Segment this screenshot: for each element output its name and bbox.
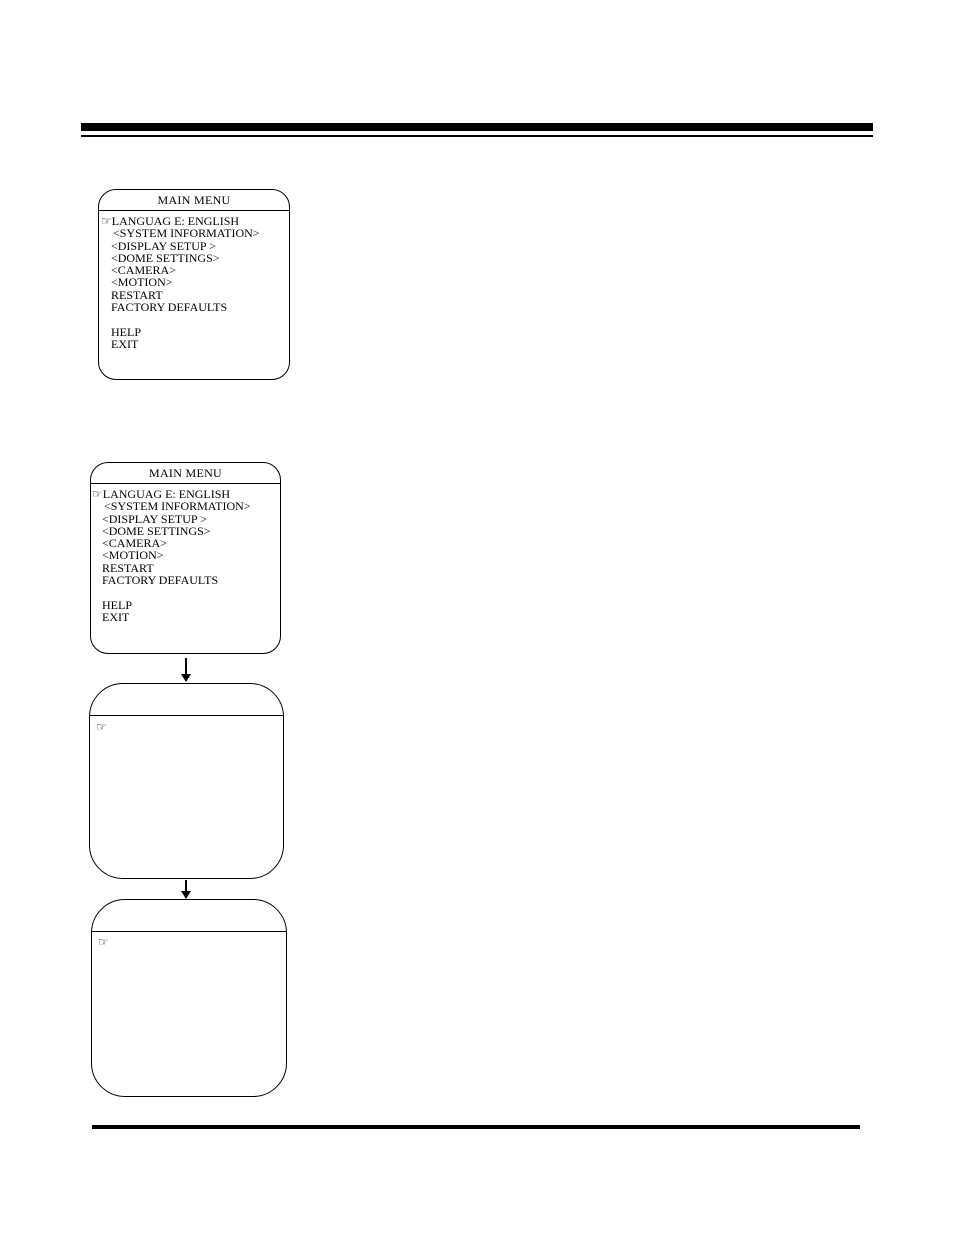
menu-item-system-information[interactable]: <SYSTEM INFORMATION>	[104, 499, 251, 514]
submenu-title-divider	[92, 931, 286, 932]
flow-arrow-2	[185, 880, 187, 893]
hand-pointer-icon: ☞	[96, 720, 107, 734]
menu-spacer	[92, 586, 251, 598]
submenu-title-divider	[90, 715, 283, 716]
menu-item-camera[interactable]: <CAMERA>	[102, 536, 167, 551]
menu-item-factory-defaults[interactable]: FACTORY DEFAULTS	[102, 573, 219, 588]
menu-item-exit[interactable]: EXIT	[111, 336, 139, 351]
menu-item-language[interactable]: LANGUAG E: ENGLISH	[102, 487, 231, 501]
main-menu-list	[92, 488, 251, 623]
menu-title-divider	[99, 210, 289, 211]
flow-arrow-1	[185, 658, 187, 676]
main-menu-box-1	[98, 189, 290, 380]
main-menu-title: MAIN MENU	[157, 193, 231, 207]
menu-item-system-information[interactable]: <SYSTEM INFORMATION>	[113, 226, 260, 241]
menu-item-display-setup[interactable]: <DISPLAY SETUP >	[111, 238, 216, 253]
menu-item-restart[interactable]: RESTART	[111, 287, 163, 302]
hand-pointer-icon: ☞	[92, 487, 103, 501]
main-menu-title: MAIN MENU	[148, 466, 223, 480]
menu-item-help[interactable]: HELP	[102, 597, 132, 612]
hand-pointer-icon: ☞	[98, 935, 109, 949]
menu-title-divider	[91, 483, 280, 484]
menu-item-language[interactable]: LANGUAG E: ENGLISH	[111, 214, 240, 228]
hand-pointer-icon: ☞	[101, 214, 112, 228]
submenu-box-a	[89, 683, 284, 879]
menu-spacer	[101, 313, 260, 325]
main-menu-box-2	[90, 462, 281, 654]
menu-item-exit[interactable]: EXIT	[102, 609, 130, 624]
menu-item-dome-settings[interactable]: <DOME SETTINGS>	[102, 523, 211, 538]
menu-item-dome-settings[interactable]: <DOME SETTINGS>	[111, 250, 220, 265]
menu-item-motion[interactable]: <MOTION>	[111, 275, 173, 290]
menu-item-restart[interactable]: RESTART	[102, 560, 154, 575]
menu-item-factory-defaults[interactable]: FACTORY DEFAULTS	[111, 300, 228, 315]
menu-item-display-setup[interactable]: <DISPLAY SETUP >	[102, 511, 207, 526]
menu-item-camera[interactable]: <CAMERA>	[111, 263, 176, 278]
main-menu-list	[101, 215, 260, 350]
menu-item-motion[interactable]: <MOTION>	[102, 548, 164, 563]
footer-rule	[92, 1125, 860, 1129]
submenu-box-b	[91, 899, 287, 1097]
menu-item-help[interactable]: HELP	[111, 324, 141, 339]
header-rule-thick	[81, 123, 873, 131]
header-rule-thin	[81, 135, 873, 137]
